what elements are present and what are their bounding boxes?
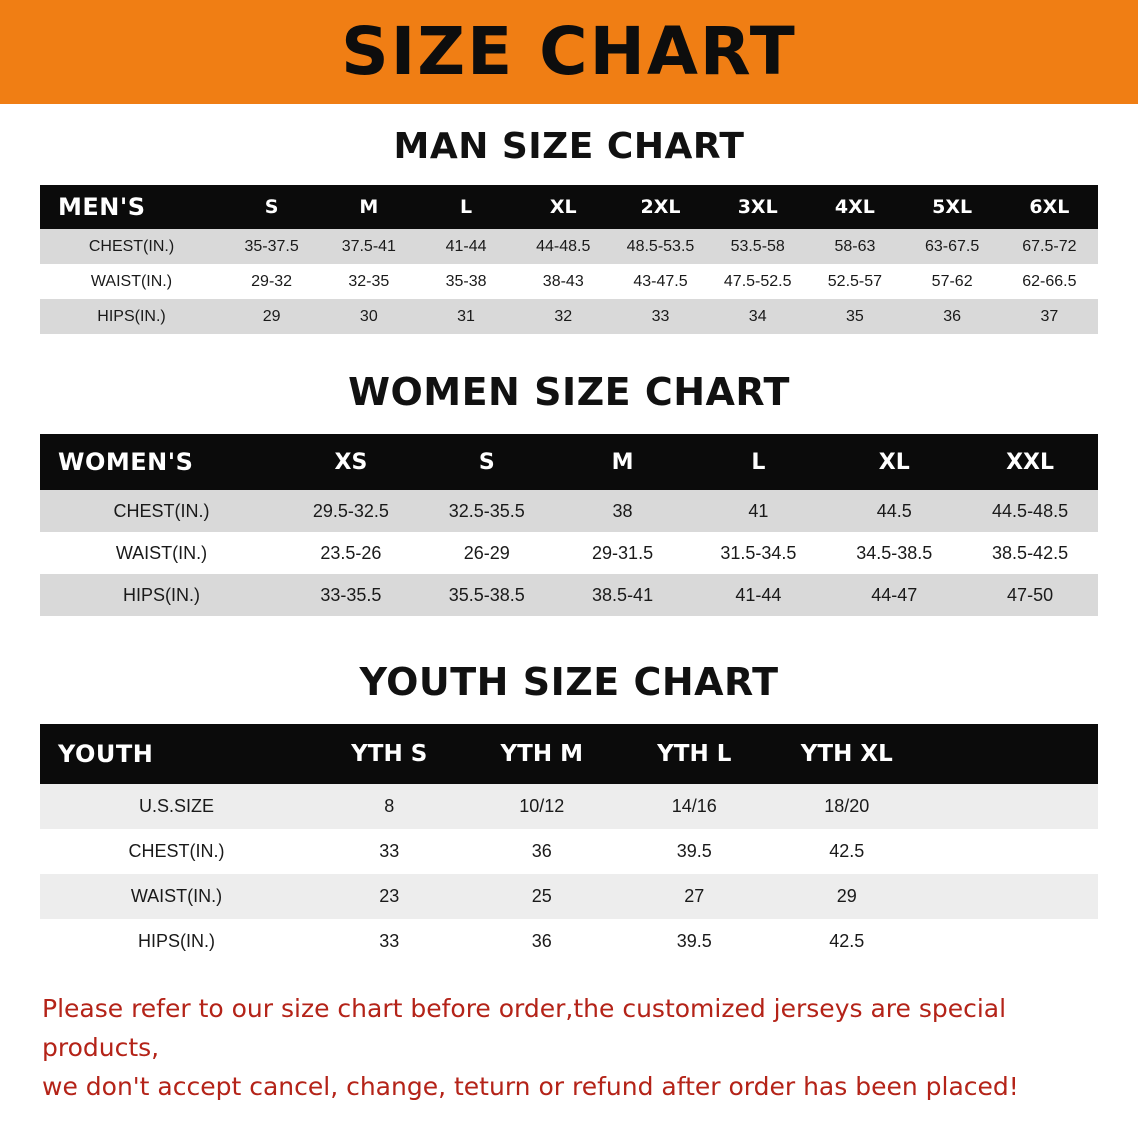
youth-row-label-hips: HIPS(IN.) — [137, 931, 215, 951]
man-row-label-hips: HIPS(IN.) — [97, 307, 166, 325]
youth-ussize-s: 8 — [384, 796, 395, 816]
man-hips-4xl: 35 — [846, 307, 864, 325]
women-header-size-xxl: XXL — [1006, 449, 1055, 475]
women-header-label: WOMEN'S — [58, 448, 194, 476]
man-header-size-l: L — [459, 196, 473, 218]
youth-table-header — [40, 724, 1098, 784]
youth-ussize-xl: 18/20 — [824, 796, 870, 816]
women-header-size-m: M — [611, 449, 634, 475]
youth-header-size-m: YTH M — [500, 741, 583, 767]
youth-header-size-l: YTH L — [657, 741, 732, 767]
youth-header-size-xl: YTH XL — [800, 741, 893, 767]
table-row — [40, 784, 1098, 829]
women-header-size-xl: XL — [878, 449, 910, 475]
man-waist-xl: 38-43 — [542, 272, 584, 290]
women-row-label-waist: WAIST(IN.) — [115, 542, 208, 563]
women-row-label-hips: HIPS(IN.) — [122, 584, 200, 605]
man-table-header — [40, 185, 1098, 229]
man-hips-m: 30 — [359, 307, 378, 325]
man-chest-l: 41-44 — [445, 237, 487, 255]
youth-ussize-l: 14/16 — [671, 796, 717, 816]
women-chest-l: 41 — [748, 500, 769, 521]
man-chest-3xl: 53.5-58 — [730, 237, 785, 255]
table-row — [40, 264, 1098, 299]
man-hips-3xl: 34 — [748, 307, 767, 325]
women-chest-xs: 29.5-32.5 — [312, 500, 389, 521]
youth-waist-xl: 29 — [836, 886, 857, 906]
man-waist-2xl: 43-47.5 — [633, 272, 688, 290]
man-chest-4xl: 58-63 — [834, 237, 876, 255]
man-table-body — [40, 229, 1098, 334]
youth-chest-xl: 42.5 — [829, 841, 865, 861]
table-header-row — [40, 434, 1098, 490]
youth-row-spacer — [923, 784, 1098, 829]
man-hips-6xl: 37 — [1040, 307, 1059, 325]
women-size-table — [40, 434, 1098, 616]
table-header-row — [40, 724, 1098, 784]
youth-header-label: YOUTH — [58, 740, 154, 768]
women-hips-m: 38.5-41 — [592, 584, 654, 605]
youth-chest-s: 33 — [379, 841, 400, 861]
man-chest-s: 35-37.5 — [244, 237, 299, 255]
women-waist-xxl: 38.5-42.5 — [992, 542, 1069, 563]
man-header-size-2xl: 2XL — [640, 196, 681, 218]
youth-chest-l: 39.5 — [676, 841, 712, 861]
man-chest-xl: 44-48.5 — [536, 237, 591, 255]
table-row — [40, 490, 1098, 532]
women-table-wrap — [40, 434, 1098, 616]
women-chest-m: 38 — [612, 500, 633, 521]
women-hips-xs: 33-35.5 — [320, 584, 382, 605]
youth-hips-xl: 42.5 — [829, 931, 865, 951]
man-waist-l: 35-38 — [445, 272, 487, 290]
man-hips-l: 31 — [457, 307, 475, 325]
youth-section-heading: YOUTH SIZE CHART — [359, 660, 779, 704]
disclaimer-line-2: we don't accept cancel, change, teturn or refund after order has been placed! — [42, 1071, 1019, 1101]
youth-row-spacer — [923, 829, 1098, 874]
women-hips-l: 41-44 — [735, 584, 782, 605]
women-row-label-chest: CHEST(IN.) — [113, 500, 210, 521]
youth-table-wrap — [40, 724, 1098, 964]
women-chest-xxl: 44.5-48.5 — [992, 500, 1069, 521]
man-hips-5xl: 36 — [943, 307, 962, 325]
table-row — [40, 874, 1098, 919]
man-row-label-waist: WAIST(IN.) — [90, 272, 173, 290]
youth-waist-l: 27 — [684, 886, 705, 906]
table-header-row — [40, 185, 1098, 229]
women-waist-xs: 23.5-26 — [320, 542, 382, 563]
man-waist-3xl: 47.5-52.5 — [723, 272, 792, 290]
man-chest-5xl: 63-67.5 — [925, 237, 980, 255]
youth-row-label-waist: WAIST(IN.) — [130, 886, 223, 906]
table-row — [40, 574, 1098, 616]
man-hips-s: 29 — [262, 307, 281, 325]
youth-header-size-s: YTH S — [351, 741, 428, 767]
table-row — [40, 229, 1098, 264]
man-header-size-3xl: 3XL — [737, 196, 778, 218]
women-header-size-s: S — [478, 449, 495, 475]
page-title: SIZE CHART — [341, 13, 797, 90]
youth-row-label-chest: CHEST(IN.) — [128, 841, 225, 861]
women-table-header — [40, 434, 1098, 490]
youth-hips-l: 39.5 — [676, 931, 712, 951]
page-banner — [0, 0, 1138, 104]
youth-row-spacer — [923, 874, 1098, 919]
man-header-size-6xl: 6XL — [1029, 196, 1070, 218]
disclaimer-note — [42, 990, 1096, 1106]
youth-header-spacer — [923, 724, 1098, 784]
women-header-size-xs: XS — [334, 449, 368, 475]
women-hips-xxl: 47-50 — [1007, 584, 1054, 605]
man-hips-2xl: 33 — [651, 307, 670, 325]
man-header-size-s: S — [264, 196, 279, 218]
man-row-label-chest: CHEST(IN.) — [88, 237, 175, 255]
man-waist-5xl: 57-62 — [931, 272, 973, 290]
man-chest-6xl: 67.5-72 — [1022, 237, 1077, 255]
man-waist-s: 29-32 — [251, 272, 293, 290]
women-waist-l: 31.5-34.5 — [720, 542, 797, 563]
man-header-size-xl: XL — [549, 196, 577, 218]
youth-waist-m: 25 — [531, 886, 552, 906]
youth-hips-m: 36 — [531, 931, 552, 951]
table-row — [40, 919, 1098, 964]
women-table-body — [40, 490, 1098, 616]
youth-hips-s: 33 — [379, 931, 400, 951]
women-hips-xl: 44-47 — [871, 584, 918, 605]
man-header-size-5xl: 5XL — [932, 196, 973, 218]
man-chest-2xl: 48.5-53.5 — [626, 237, 695, 255]
youth-chest-m: 36 — [531, 841, 552, 861]
man-waist-6xl: 62-66.5 — [1022, 272, 1077, 290]
youth-row-spacer — [923, 919, 1098, 964]
women-waist-s: 26-29 — [463, 542, 510, 563]
man-table-wrap — [40, 185, 1098, 334]
man-section-heading: MAN SIZE CHART — [393, 126, 745, 167]
man-hips-xl: 32 — [554, 307, 573, 325]
disclaimer-line-1: Please refer to our size chart before order,the customized jerseys are special products, — [42, 994, 1007, 1062]
youth-row-label-ussize: U.S.SIZE — [138, 796, 214, 816]
women-waist-m: 29-31.5 — [592, 542, 654, 563]
man-header-label: MEN'S — [58, 193, 146, 221]
youth-table-body — [40, 784, 1098, 964]
youth-size-table — [40, 724, 1098, 964]
women-waist-xl: 34.5-38.5 — [856, 542, 933, 563]
youth-ussize-m: 10/12 — [519, 796, 565, 816]
women-chest-s: 32.5-35.5 — [448, 500, 525, 521]
man-chest-m: 37.5-41 — [341, 237, 396, 255]
table-row — [40, 829, 1098, 874]
table-row — [40, 532, 1098, 574]
youth-waist-s: 23 — [379, 886, 400, 906]
man-size-table — [40, 185, 1098, 334]
man-waist-m: 32-35 — [348, 272, 390, 290]
women-section-heading: WOMEN SIZE CHART — [348, 370, 790, 414]
man-header-size-4xl: 4XL — [834, 196, 875, 218]
man-waist-4xl: 52.5-57 — [827, 272, 883, 290]
women-hips-s: 35.5-38.5 — [448, 584, 525, 605]
women-header-size-l: L — [751, 449, 766, 475]
man-header-size-m: M — [359, 196, 379, 218]
table-row — [40, 299, 1098, 334]
women-chest-xl: 44.5 — [876, 500, 912, 521]
